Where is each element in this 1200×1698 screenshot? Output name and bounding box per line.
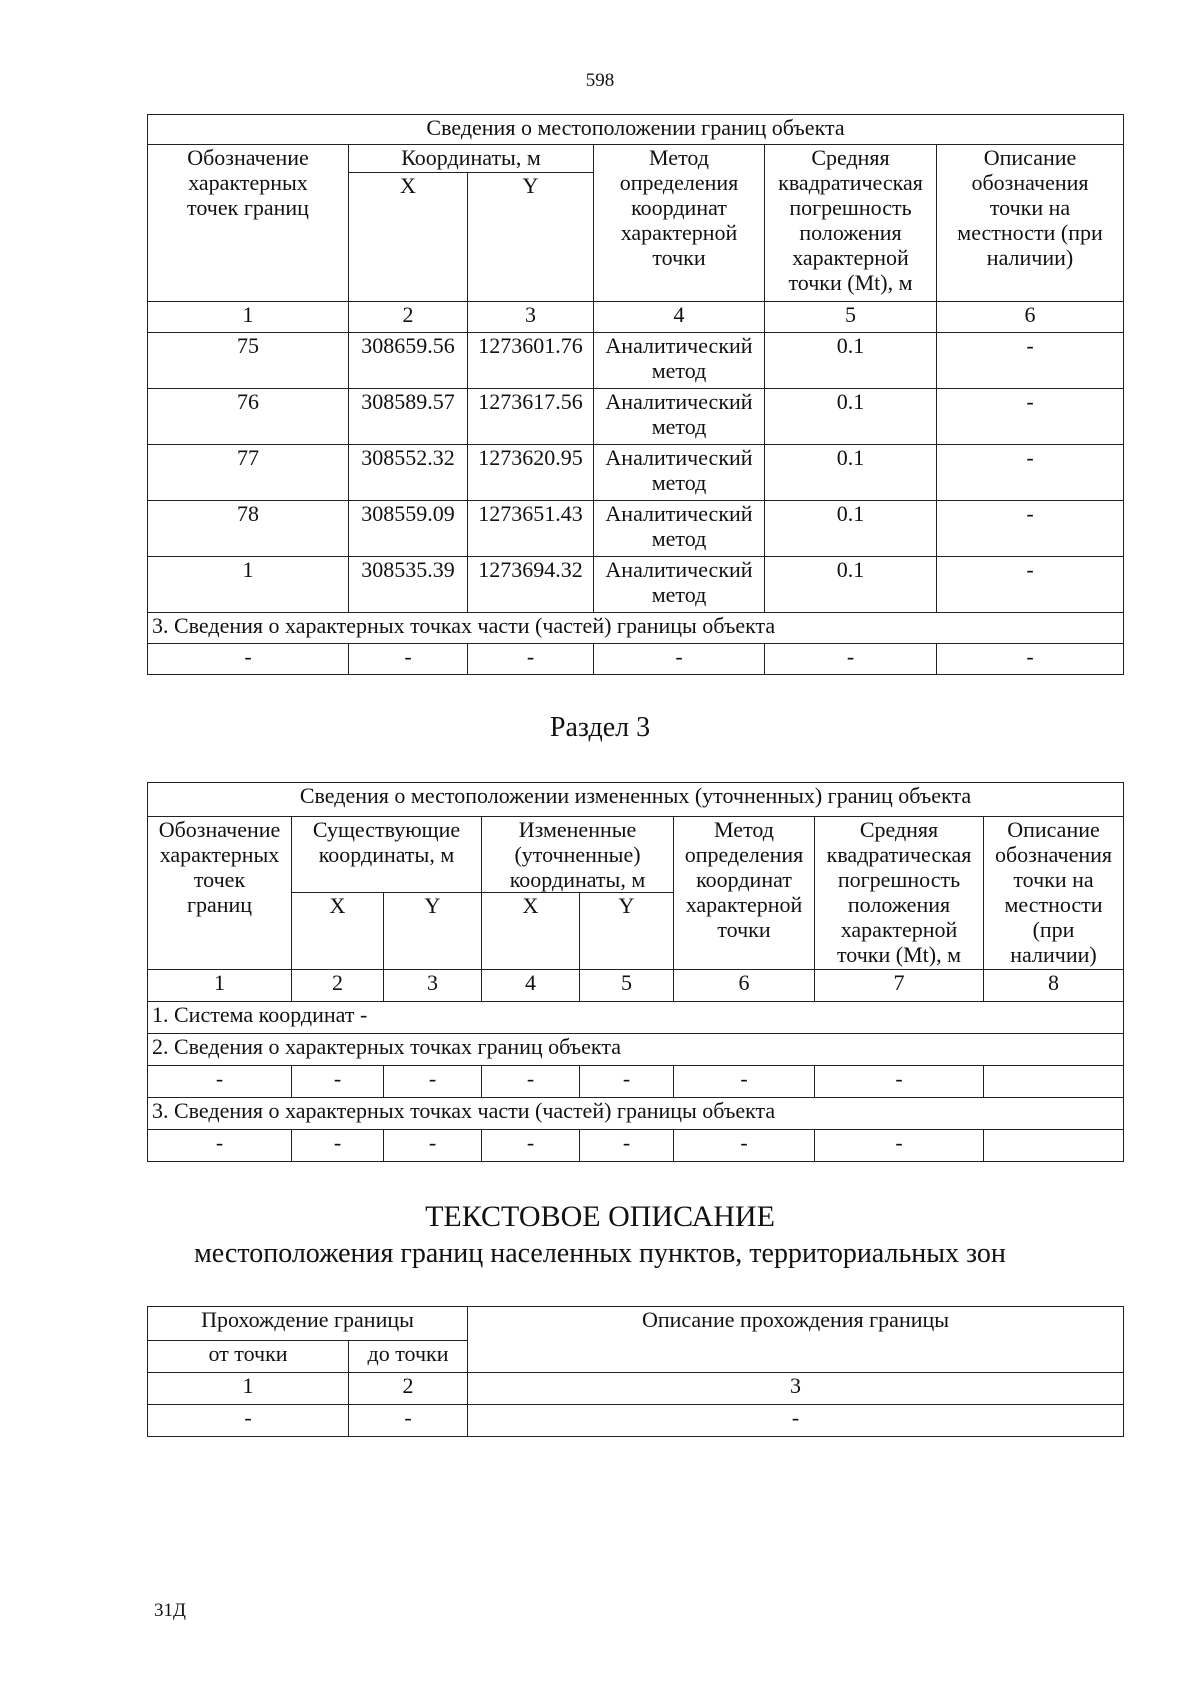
- dash-cell: -: [148, 1405, 349, 1437]
- method-cell: Аналитический метод: [594, 501, 765, 557]
- x-cell: 308559.09: [349, 501, 468, 557]
- table-row: [148, 1405, 1124, 1437]
- column-number: 2: [292, 970, 384, 1002]
- col-header-coordinates: Координаты, м: [349, 145, 594, 173]
- dash-cell: -: [468, 644, 594, 675]
- dash-cell: -: [349, 1405, 468, 1437]
- col-header-x: X: [292, 893, 384, 970]
- error-cell: 0.1: [765, 333, 937, 389]
- column-number: 3: [468, 302, 594, 333]
- dash-cell: -: [815, 1066, 984, 1098]
- column-number: 5: [765, 302, 937, 333]
- column-number: 5: [580, 970, 674, 1002]
- dash-cell: -: [580, 1130, 674, 1162]
- table-title: Сведения о местоположении границ объекта: [148, 115, 1124, 145]
- col-header-error: Средняя квадратическая погрешность положения характерной точки (Mt), м: [765, 145, 937, 302]
- y-cell: 1273601.76: [468, 333, 594, 389]
- x-cell: 308659.56: [349, 333, 468, 389]
- column-number: 6: [937, 302, 1124, 333]
- column-number: 3: [468, 1373, 1124, 1405]
- column-number: 2: [349, 1373, 468, 1405]
- column-number: 1: [148, 302, 349, 333]
- dash-cell: -: [292, 1066, 384, 1098]
- y-cell: 1273617.56: [468, 389, 594, 445]
- col-header-error: Средняя квадратическая погрешность положения характерной точки (Mt), м: [815, 817, 984, 970]
- column-number: 1: [148, 1373, 349, 1405]
- dash-cell: -: [674, 1066, 815, 1098]
- dash-cell: [984, 1130, 1124, 1162]
- dash-cell: -: [349, 644, 468, 675]
- col-header-y: Y: [384, 893, 482, 970]
- description-cell: -: [937, 333, 1124, 389]
- col-header-y: Y: [580, 893, 674, 970]
- col-header-from-point: от точки: [148, 1341, 349, 1373]
- y-cell: 1273620.95: [468, 445, 594, 501]
- coordinate-system-row: 1. Система координат -: [148, 1002, 1124, 1034]
- table-row: [148, 1130, 1124, 1162]
- dash-cell: -: [765, 644, 937, 675]
- col-header-y: Y: [468, 173, 594, 302]
- description-cell: -: [937, 501, 1124, 557]
- column-number: 4: [594, 302, 765, 333]
- dash-cell: -: [384, 1130, 482, 1162]
- dash-cell: -: [937, 644, 1124, 675]
- description-cell: -: [937, 389, 1124, 445]
- col-header-point: Обозначение характерных точек границ: [148, 817, 292, 970]
- col-header-changed-coordinates: Измененные (уточненные) координаты, м: [482, 817, 674, 893]
- column-number: 8: [984, 970, 1124, 1002]
- col-header-method: Метод определения координат характерной точки: [674, 817, 815, 970]
- dash-cell: -: [468, 1405, 1124, 1437]
- col-header-description: Описание обозначения точки на местности (при наличии): [937, 145, 1124, 302]
- col-header-description: Описание обозначения точки на местности (при наличии): [984, 817, 1124, 970]
- column-number: 6: [674, 970, 815, 1002]
- dash-cell: -: [594, 644, 765, 675]
- dash-cell: -: [292, 1130, 384, 1162]
- table-row: [148, 445, 1124, 501]
- method-cell: Аналитический метод: [594, 333, 765, 389]
- points-heading: 2. Сведения о характерных точках границ объекта: [148, 1034, 1124, 1066]
- col-header-method: Метод определения координат характерной точки: [594, 145, 765, 302]
- error-cell: 0.1: [765, 445, 937, 501]
- table-row: [148, 1066, 1124, 1098]
- y-cell: 1273651.43: [468, 501, 594, 557]
- boundary-location-table: [147, 114, 1124, 675]
- method-cell: Аналитический метод: [594, 557, 765, 613]
- text-description-heading: ТЕКСТОВОЕ ОПИСАНИЕ: [425, 1200, 775, 1233]
- point-cell: 76: [148, 389, 349, 445]
- table-row: [148, 389, 1124, 445]
- dash-cell: -: [148, 1130, 292, 1162]
- dash-cell: -: [384, 1066, 482, 1098]
- column-number: 1: [148, 970, 292, 1002]
- x-cell: 308535.39: [349, 557, 468, 613]
- y-cell: 1273694.32: [468, 557, 594, 613]
- column-number: 7: [815, 970, 984, 1002]
- point-cell: 1: [148, 557, 349, 613]
- table-title: Сведения о местоположении измененных (уточненных) границ объекта: [148, 783, 1124, 817]
- parts-heading: 3. Сведения о характерных точках части (частей) границы объекта: [148, 613, 1124, 644]
- dash-cell: -: [482, 1130, 580, 1162]
- parts-heading: 3. Сведения о характерных точках части (частей) границы объекта: [148, 1098, 1124, 1130]
- dash-cell: -: [815, 1130, 984, 1162]
- footer-code: 31Д: [154, 1600, 186, 1621]
- point-cell: 77: [148, 445, 349, 501]
- method-cell: Аналитический метод: [594, 445, 765, 501]
- point-cell: 75: [148, 333, 349, 389]
- dash-cell: -: [674, 1130, 815, 1162]
- error-cell: 0.1: [765, 557, 937, 613]
- x-cell: 308589.57: [349, 389, 468, 445]
- col-header-point: Обозначение характерных точек границ: [148, 145, 349, 302]
- dash-cell: -: [482, 1066, 580, 1098]
- column-number: 2: [349, 302, 468, 333]
- col-header-passage: Прохождение границы: [148, 1307, 468, 1341]
- method-cell: Аналитический метод: [594, 389, 765, 445]
- section-title: Раздел 3: [549, 712, 651, 743]
- text-description-subheading: местоположения границ населенных пунктов, территориальных зон: [194, 1238, 1006, 1269]
- table-row: [148, 557, 1124, 613]
- error-cell: 0.1: [765, 389, 937, 445]
- table-row: [148, 333, 1124, 389]
- description-cell: -: [937, 557, 1124, 613]
- col-header-x: X: [349, 173, 468, 302]
- table-row: [148, 644, 1124, 675]
- x-cell: 308552.32: [349, 445, 468, 501]
- changed-boundary-table: [147, 782, 1124, 1162]
- col-header-existing-coordinates: Существующие координаты, м: [292, 817, 482, 893]
- page-number: 598: [585, 70, 615, 91]
- table-row: [148, 501, 1124, 557]
- col-header-passage-description: Описание прохождения границы: [468, 1307, 1124, 1373]
- dash-cell: [984, 1066, 1124, 1098]
- column-number: 3: [384, 970, 482, 1002]
- dash-cell: -: [148, 644, 349, 675]
- dash-cell: -: [580, 1066, 674, 1098]
- boundary-passage-table: [147, 1306, 1124, 1437]
- point-cell: 78: [148, 501, 349, 557]
- error-cell: 0.1: [765, 501, 937, 557]
- col-header-x: X: [482, 893, 580, 970]
- column-number: 4: [482, 970, 580, 1002]
- dash-cell: -: [148, 1066, 292, 1098]
- col-header-to-point: до точки: [349, 1341, 468, 1373]
- description-cell: -: [937, 445, 1124, 501]
